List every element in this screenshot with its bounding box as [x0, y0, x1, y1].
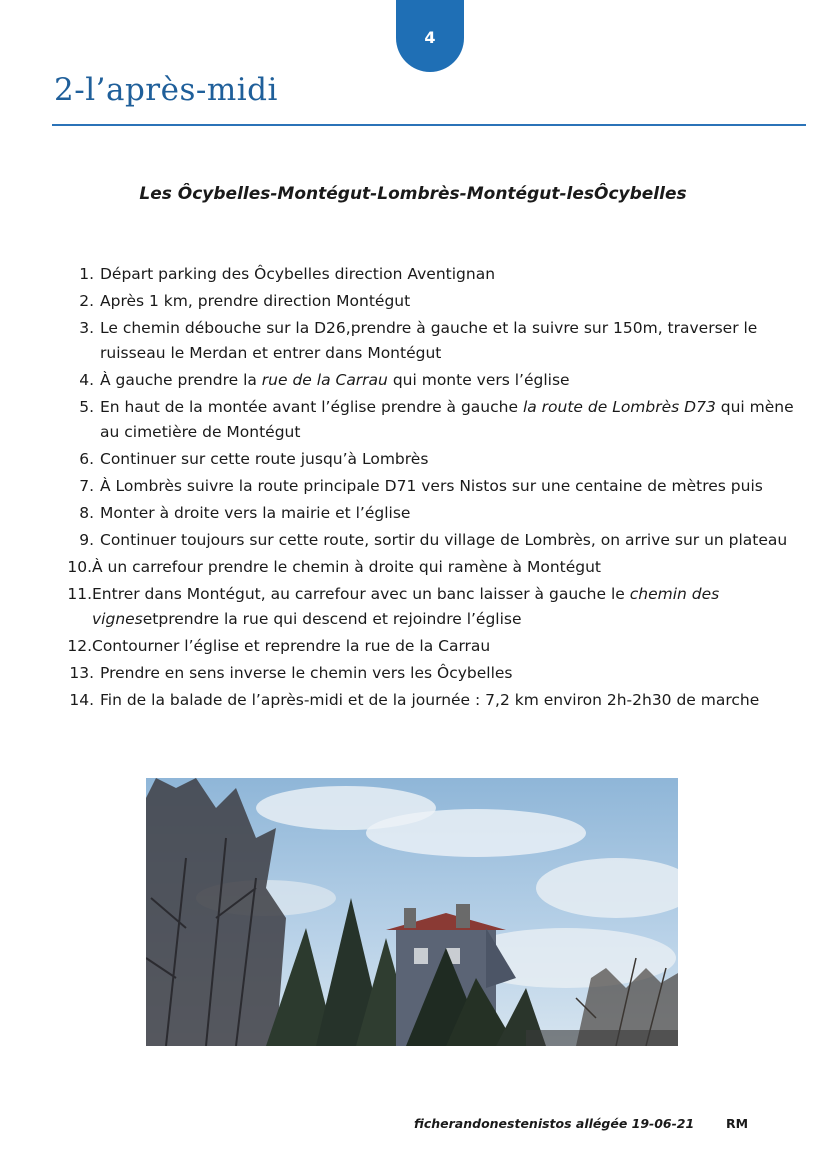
step-number: 14. [69, 691, 94, 709]
step-text-segment: Continuer toujours sur cette route, sortir du village de Lombrès, on arrive sur un plateau [100, 531, 788, 549]
step-text-segment: À Lombrès suivre la route principale D71 vers Nistos sur une centaine de mètres puis [100, 477, 763, 495]
route-step [56, 528, 806, 553]
step-text [100, 368, 806, 393]
step-text-italic: rue de la Carrau [261, 371, 388, 389]
step-number: 8. [79, 504, 94, 522]
footer-author-initials: RM [726, 1116, 749, 1131]
route-step [56, 447, 806, 472]
step-number: 11. [67, 585, 92, 603]
page-number-badge [396, 0, 464, 72]
step-text-segment: qui monte vers l’église [387, 371, 570, 389]
route-step [56, 688, 806, 713]
step-number: 6. [79, 450, 94, 468]
route-step [56, 582, 806, 632]
footer-document-name: ficherandonestenistos allégée 19-06-21 [414, 1116, 695, 1131]
step-number: 9. [79, 531, 94, 549]
section-title: 2-l’après-midi [54, 72, 278, 108]
route-step [56, 368, 806, 393]
step-text [100, 528, 806, 553]
route-step [56, 262, 806, 287]
step-text [92, 634, 806, 659]
step-number: 3. [79, 319, 94, 337]
route-step [56, 501, 806, 526]
step-number: 7. [79, 477, 94, 495]
step-text-segment: Fin de la balade de l’après-midi et de la journée : 7,2 km environ 2h-2h30 de marche [100, 691, 760, 709]
step-number: 2. [79, 292, 94, 310]
step-text [100, 501, 806, 526]
step-text-segment: etprendre la rue qui descend et rejoindre l’église [142, 610, 522, 628]
route-step [56, 474, 806, 499]
step-text-segment: À un carrefour prendre le chemin à droite qui ramène à Montégut [92, 558, 602, 576]
landscape-photo [146, 778, 678, 1046]
step-number: 4. [79, 371, 94, 389]
step-number: 12. [67, 637, 92, 655]
step-text [100, 474, 806, 499]
step-number: 13. [69, 664, 94, 682]
step-text [92, 582, 806, 632]
step-text-segment: Entrer dans Montégut, au carrefour avec un banc laisser à gauche le [92, 585, 630, 603]
route-step [56, 316, 806, 366]
route-step [56, 555, 806, 580]
step-text-italic: la route de Lombrès D73 [522, 398, 716, 416]
step-text-segment: Prendre en sens inverse le chemin vers les Ôcybelles [100, 664, 513, 682]
step-text-segment: qui mène au cimetière de Montégut [100, 398, 794, 441]
step-number: 5. [79, 398, 94, 416]
step-text-segment: Contourner l’église et reprendre la rue de la Carrau [92, 637, 491, 655]
step-text-segment: En haut de la montée avant l’église prendre à gauche [100, 398, 523, 416]
step-text [100, 289, 806, 314]
route-step [56, 395, 806, 445]
step-text [92, 555, 806, 580]
step-text-segment: À gauche prendre la [100, 371, 262, 389]
route-title: Les Ôcybelles-Montégut-Lombrès-Montégut-lesÔcybelles [139, 184, 687, 204]
step-number: 1. [79, 265, 94, 283]
route-step [56, 289, 806, 314]
title-divider [52, 124, 806, 126]
step-text-segment: Après 1 km, prendre direction Montégut [100, 292, 411, 310]
step-text-segment: Le chemin débouche sur la D26,prendre à gauche et la suivre sur 150m, traverser le ruisseau le Merdan et entrer dans Montégut [100, 319, 758, 362]
step-text [100, 688, 806, 713]
step-text [100, 447, 806, 472]
step-text-segment: Monter à droite vers la mairie et l’église [100, 504, 411, 522]
step-text-segment: Continuer sur cette route jusqu’à Lombrès [100, 450, 429, 468]
step-text [100, 661, 806, 686]
route-steps-list [56, 262, 806, 715]
step-text [100, 262, 806, 287]
route-step [56, 661, 806, 686]
step-text [100, 395, 806, 445]
step-text-italic: chemin des vignes [92, 585, 720, 628]
page-number: 4 [424, 28, 436, 47]
step-text [100, 316, 806, 366]
step-text-segment: Départ parking des Ôcybelles direction Aventignan [100, 265, 496, 283]
route-step [56, 634, 806, 659]
step-number: 10. [67, 558, 92, 576]
